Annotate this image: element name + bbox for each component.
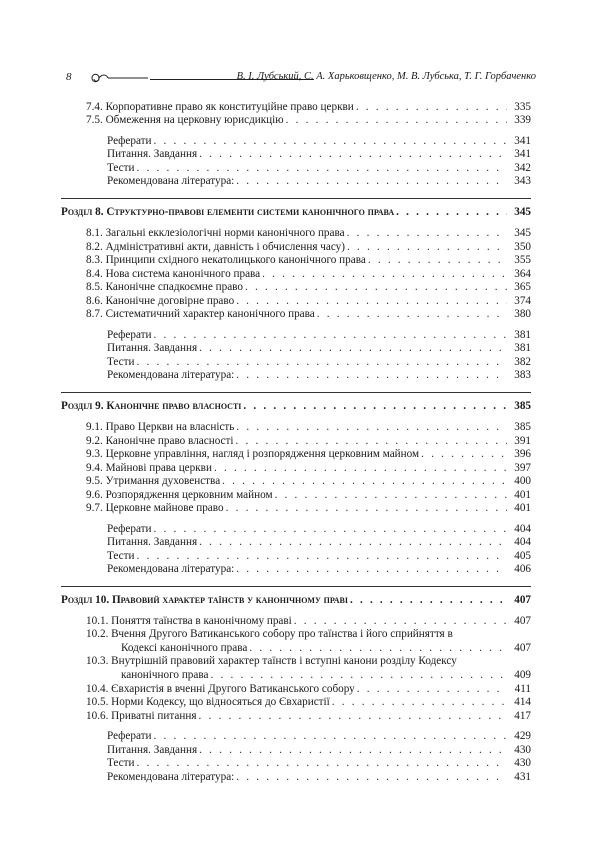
toc-entry: канонічного права . . . 409 xyxy=(86,669,531,683)
running-header xyxy=(66,71,536,89)
toc-entry: 9.5. Утримання духовенства . . . 400 xyxy=(86,475,531,489)
toc-entry: Реферати . . . 341 xyxy=(86,134,531,148)
toc-entry: 8.7. Систематичний характер канонічного права . . . 380 xyxy=(86,308,531,322)
table-of-contents xyxy=(61,100,531,784)
toc-section-heading: Розділ 10. Правовий характер таїнств у канонічному праві . . . 407 xyxy=(61,593,531,607)
section-divider xyxy=(61,586,531,587)
page-number: 8 xyxy=(66,71,72,83)
toc-entry: Рекомендована література: . . . 431 xyxy=(86,770,531,784)
toc-entry: 9.6. Розпорядження церковним майном . . . 401 xyxy=(86,488,531,502)
toc-entry: 8.6. Канонічне договірне право . . . 374 xyxy=(86,294,531,308)
toc-entry-line: 10.3. Внутрішній правовий характер таїнств і вступні канони розділу Кодексу xyxy=(86,655,457,667)
toc-entry: Реферати . . . 381 xyxy=(86,328,531,342)
toc-entry: Рекомендована література: . . . 406 xyxy=(86,563,531,577)
toc-entry: 10.4. Євхаристія в вченні Другого Ватиканського собору . . . 411 xyxy=(86,682,531,696)
ornament-icon xyxy=(88,71,148,85)
toc-entry: Реферати . . . 429 xyxy=(86,730,531,744)
toc-entry: 9.7. Церковне майнове право . . . 401 xyxy=(86,502,531,516)
section-divider xyxy=(61,392,531,393)
toc-section-heading: Розділ 8. Структурно-правові елементи системи канонічного права . . . 345 xyxy=(61,205,531,219)
toc-entry: 8.5. Канонічне спадкоємне право . . . 365 xyxy=(86,281,531,295)
toc-entry: Питання. Завдання . . . 430 xyxy=(86,743,531,757)
toc-entry: 8.2. Адміністративні акти, давність і обчислення часу) . . . 350 xyxy=(86,240,531,254)
section-divider xyxy=(61,198,531,199)
toc-entry: 10.6. Приватні питання . . . 417 xyxy=(86,709,531,723)
toc-entry: 7.5. Обмеження на церковну юрисдикцію . . . 339 xyxy=(86,114,531,128)
header-authors: В. І. Лубський, С. А. Харьковщенко, М. В. Лубська, Т. Г. Горбаченко xyxy=(236,71,536,82)
toc-entry: 10.5. Норми Кодексу, що відносяться до Євхаристії . . . 414 xyxy=(86,696,531,710)
toc-entry: Тести . . . 382 xyxy=(86,355,531,369)
toc-entry: Рекомендована література: . . . 383 xyxy=(86,369,531,383)
toc-entry: 10.1. Поняття таїнства в канонічному праві . . . 407 xyxy=(86,615,531,629)
toc-entry: 8.1. Загальні екклезіологічні норми канонічного права . . . 345 xyxy=(86,227,531,241)
toc-section-heading: Розділ 9. Канонічне право власності . . . 385 xyxy=(61,399,531,413)
toc-entry: Тести . . . 430 xyxy=(86,757,531,771)
toc-entry: Тести . . . 342 xyxy=(86,161,531,175)
toc-entry: 9.4. Майнові права церкви . . . 397 xyxy=(86,461,531,475)
toc-entry: Кодексі канонічного права . . . 407 xyxy=(86,642,531,656)
toc-entry: 9.1. Право Церкви на власність . . . 385 xyxy=(86,421,531,435)
toc-entry: 7.4. Корпоративне право як конституційне право церкви . . . 335 xyxy=(86,100,531,114)
toc-entry: Питання. Завдання . . . 381 xyxy=(86,342,531,356)
toc-entry: 9.2. Канонічне право власності . . . 391 xyxy=(86,434,531,448)
toc-entry: 9.3. Церковне управління, нагляд і розпорядження церковним майном . . . 396 xyxy=(86,448,531,462)
toc-entry: Питання. Завдання . . . 404 xyxy=(86,536,531,550)
toc-entry-line: 10.2. Вчення Другого Ватиканського собору про таїнства і його сприйняття в xyxy=(86,628,453,640)
toc-entry: Реферати . . . 404 xyxy=(86,522,531,536)
toc-entry: 8.4. Нова система канонічного права . . . 364 xyxy=(86,267,531,281)
toc-entry: Тести . . . 405 xyxy=(86,549,531,563)
toc-entry: Рекомендована література: . . . 343 xyxy=(86,175,531,189)
toc-entry: 8.3. Принципи східного некатолицького канонічного права . . . 355 xyxy=(86,254,531,268)
toc-entry: Питання. Завдання . . . 341 xyxy=(86,148,531,162)
